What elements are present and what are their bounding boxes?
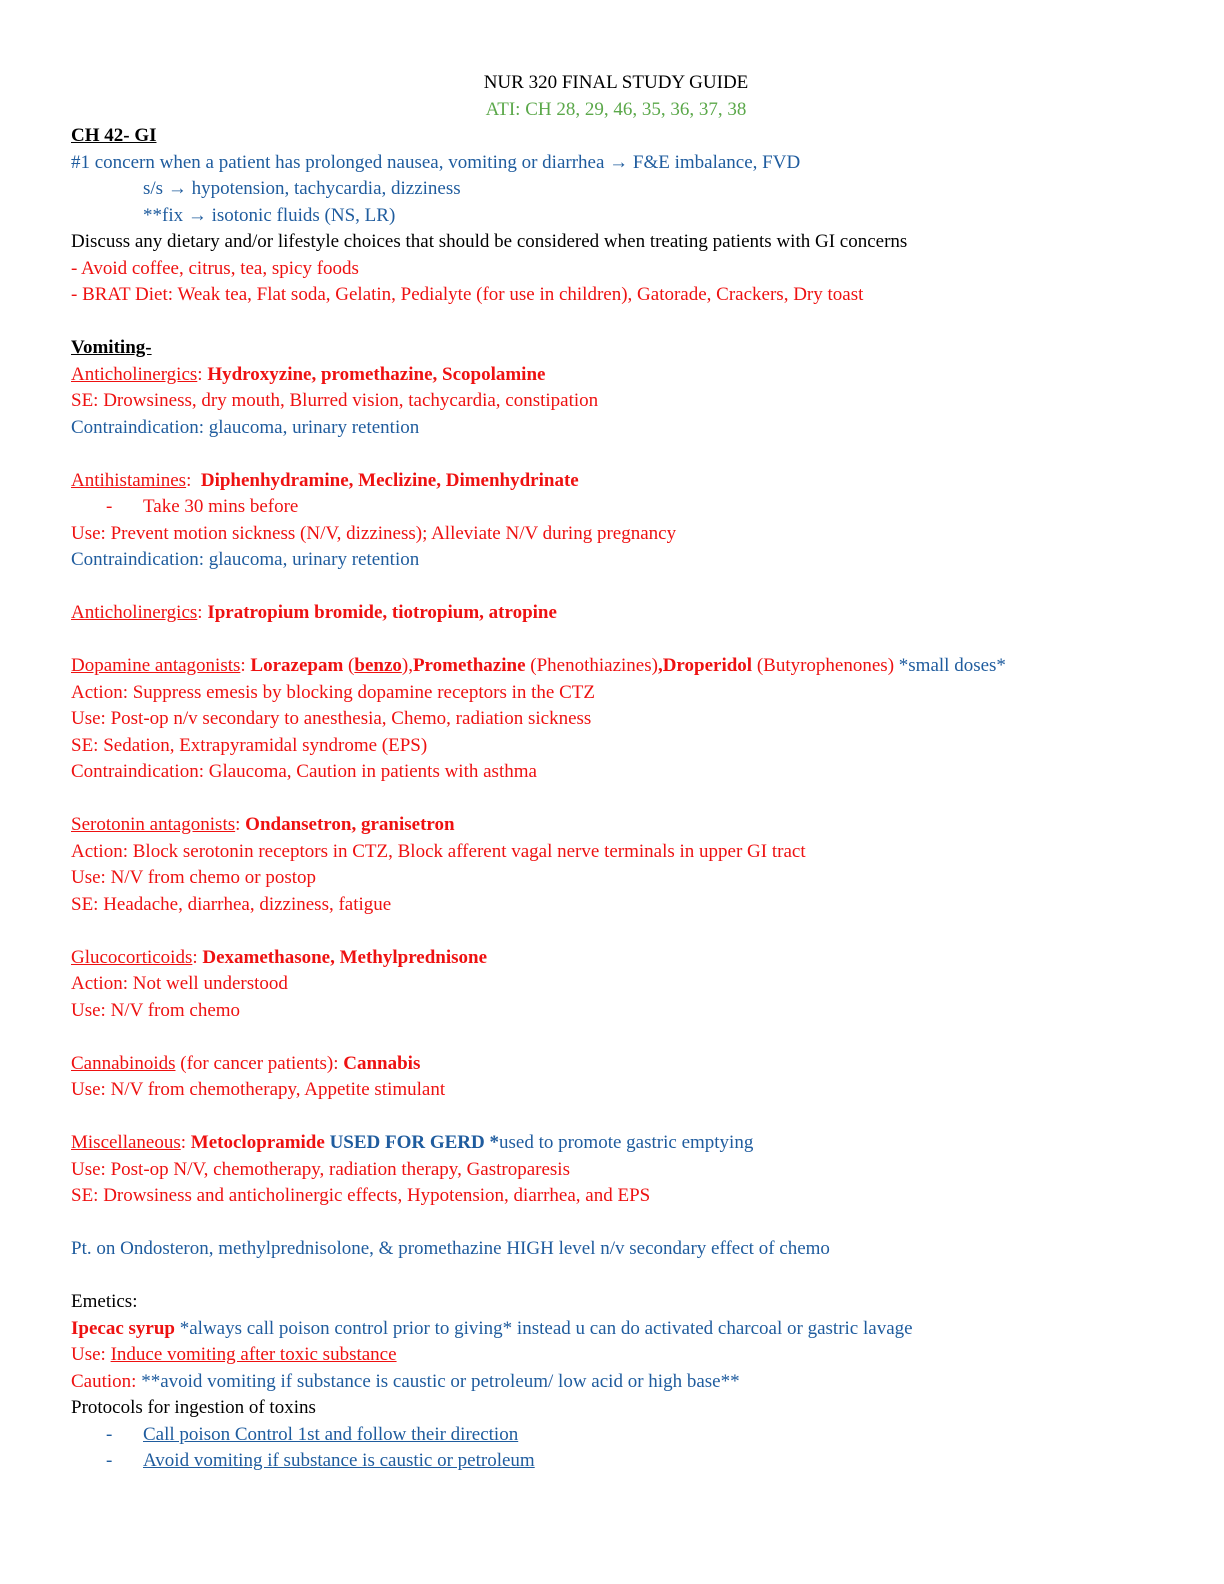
cannabinoids-use: Use: N/V from chemotherapy, Appetite stimulant xyxy=(71,1079,446,1100)
drug-class-label: Miscellaneous xyxy=(71,1132,181,1153)
serotonin-se: SE: Headache, diarrhea, dizziness, fatigue xyxy=(71,893,392,915)
antihistamines-line: Antihistamines: Diphenhydramine, Meclizine, Dimenhydrinate xyxy=(71,469,579,491)
drug-names: Dexamethasone, Methylprednisone xyxy=(202,946,488,968)
dopamine-se: SE: Sedation, Extrapyramidal syndrome (EPS) xyxy=(71,734,428,756)
protocol-bullet: - Avoid vomiting if substance is caustic or petroleum xyxy=(106,1450,535,1471)
drug-names: Cannabis xyxy=(343,1052,421,1074)
gi-brat-diet: - BRAT Diet: Weak tea, Flat soda, Gelatin, Pedialyte (for use in children), Gatorade, Crackers, Dry toast xyxy=(71,284,864,305)
serotonin-action: Action: Block serotonin receptors in CTZ, Block afferent vagal nerve terminals in upper GI tract xyxy=(71,840,806,862)
drug-class-label: Anticholinergics xyxy=(71,602,198,623)
drug-class-label: Dopamine antagonists xyxy=(71,655,241,676)
dopamine-action: Action: Suppress emesis by blocking dopamine receptors in the CTZ xyxy=(71,681,595,703)
drug-class-label: Antihistamines xyxy=(71,469,187,491)
ati-chapters: ATI: CH 28, 29, 46, 35, 36, 37, 38 xyxy=(485,98,747,120)
drug-class-label: Serotonin antagonists xyxy=(71,814,236,835)
miscellaneous-se: SE: Drowsiness and anticholinergic effects, Hypotension, diarrhea, and EPS xyxy=(71,1185,651,1206)
toxin-protocols-heading: Protocols for ingestion of toxins xyxy=(71,1397,316,1418)
drug-names: Ondansetron, granisetron xyxy=(245,814,455,835)
drug-names: Diphenhydramine, Meclizine, Dimenhydrinate xyxy=(200,469,579,491)
protocol-bullet: - Call poison Control 1st and follow their direction xyxy=(106,1423,519,1445)
drug-class-label: Glucocorticoids xyxy=(71,946,193,968)
document-page xyxy=(71,70,1161,1475)
miscellaneous-use: Use: Post-op N/V, chemotherapy, radiation therapy, Gastroparesis xyxy=(71,1158,570,1180)
gi-dietary-question: Discuss any dietary and/or lifestyle choices that should be considered when treating patients with GI concerns xyxy=(71,231,908,252)
gi-concern: #1 concern when a patient has prolonged nausea, vomiting or diarrhea → F&E imbalance, FVD xyxy=(71,151,801,173)
drug-names: Ipecac syrup xyxy=(71,1317,175,1339)
document-title: NUR 320 FINAL STUDY GUIDE xyxy=(483,72,749,93)
glucocorticoids-use: Use: N/V from chemo xyxy=(71,999,241,1021)
antihistamines-use: Use: Prevent motion sickness (N/V, dizziness); Alleviate N/V during pregnancy xyxy=(71,522,677,544)
gi-avoid-foods: - Avoid coffee, citrus, tea, spicy foods xyxy=(71,257,359,279)
dopamine-antagonists-line: Dopamine antagonists: Lorazepam (benzo),Promethazine (Phenothiazines),Droperidol (Butyrophenones) *small doses* xyxy=(71,655,1006,676)
section-heading-vomiting: Vomiting- xyxy=(71,337,152,358)
antihistamines-contra: Contraindication: glaucoma, urinary retention xyxy=(71,549,420,570)
anticholinergics-contra: Contraindication: glaucoma, urinary retention xyxy=(71,416,420,438)
dopamine-contra: Contraindication: Glaucoma, Caution in patients with asthma xyxy=(71,761,537,782)
drug-names: Hydroxyzine, promethazine, Scopolamine xyxy=(207,363,546,385)
anticholinergics-2-line: Anticholinergics: Ipratropium bromide, tiotropium, atropine xyxy=(71,602,557,623)
dopamine-use: Use: Post-op n/v secondary to anesthesia, Chemo, radiation sickness xyxy=(71,708,592,729)
drug-class-label: Anticholinergics xyxy=(71,363,198,385)
drug-names: Ipratropium bromide, tiotropium, atropine xyxy=(207,602,557,623)
cannabinoids-line: Cannabinoids (for cancer patients): Cannabis xyxy=(71,1052,421,1074)
glucocorticoids-action: Action: Not well understood xyxy=(71,973,288,994)
ipecac-caution: Caution: **avoid vomiting if substance is caustic or petroleum/ low acid or high base** xyxy=(71,1370,740,1392)
glucocorticoids-line: Glucocorticoids: Dexamethasone, Methylprednisone xyxy=(71,946,488,968)
anticholinergics-line: Anticholinergics: Hydroxyzine, promethazine, Scopolamine xyxy=(71,363,546,385)
ipecac-line: Ipecac syrup *always call poison control prior to giving* instead u can do activated charcoal or gastric lavage xyxy=(71,1317,913,1339)
gi-fix: **fix → isotonic fluids (NS, LR) xyxy=(143,204,396,226)
antihistamines-bullet: - Take 30 mins before xyxy=(106,496,299,517)
serotonin-antagonists-line: Serotonin antagonists: Ondansetron, granisetron xyxy=(71,814,455,835)
patient-note: Pt. on Ondosteron, methylprednisolone, & promethazine HIGH level n/v secondary effect of chemo xyxy=(71,1238,830,1259)
ipecac-use: Use: Induce vomiting after toxic substance xyxy=(71,1344,397,1365)
section-heading-emetics: Emetics: xyxy=(71,1291,138,1312)
miscellaneous-line: Miscellaneous: Metoclopramide USED FOR GERD *used to promote gastric emptying xyxy=(71,1132,754,1153)
gi-signs-symptoms: s/s → hypotension, tachycardia, dizziness xyxy=(143,178,461,199)
serotonin-use: Use: N/V from chemo or postop xyxy=(71,867,317,888)
section-heading-gi: CH 42- GI xyxy=(71,125,157,146)
drug-class-label: Cannabinoids xyxy=(71,1052,176,1074)
anticholinergics-se: SE: Drowsiness, dry mouth, Blurred vision, tachycardia, constipation xyxy=(71,390,599,411)
